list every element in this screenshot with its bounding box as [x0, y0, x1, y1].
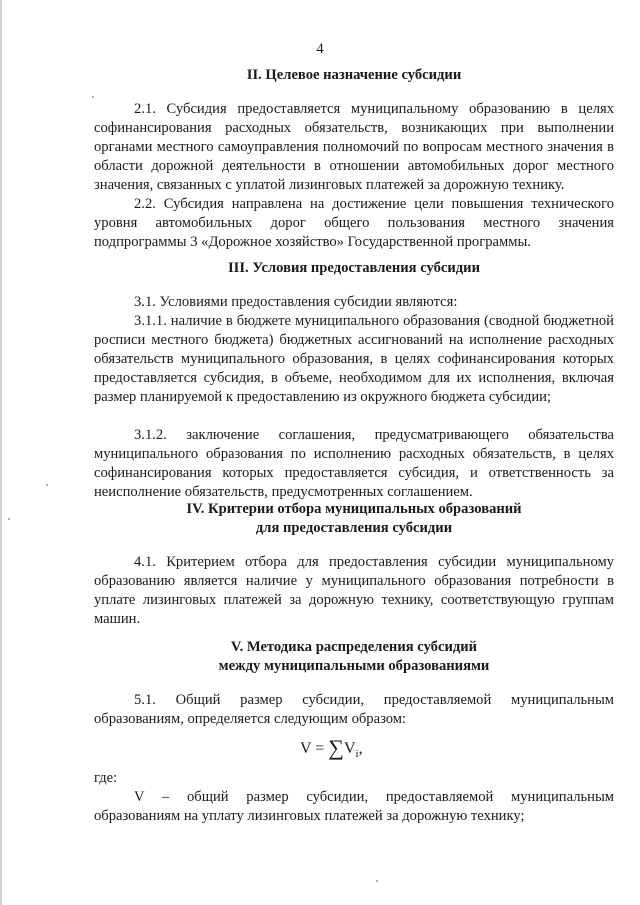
section-4-title-line2: для предоставления субсидии	[255, 520, 453, 536]
scan-speck	[92, 96, 94, 98]
paragraph-3-1-2: 3.1.2. заключение соглашения, предусматривающего обязательства муниципального образования по исполнению расходных обязательств, в целях софинансирования которых предоставляется субсидия, и ответственность за неисполнение обязательств, предусмотренных соглашением.	[94, 427, 614, 500]
paragraph-3-1-1: 3.1.1. наличие в бюджете муниципального образования (сводной бюджетной росписи местного бюджета) бюджетных ассигнований на исполнение расходных обязательств муниципального образования, в целях софинансирования которых предоставляется субсидия, в объеме, необходимом для их исполнения, включая размер планируемой к предоставлению из окружного бюджета субсидии;	[94, 313, 614, 405]
where-label: где:	[94, 770, 118, 786]
scan-speck	[376, 880, 378, 882]
formula-subscript: i	[355, 748, 359, 761]
paragraph-3-1: 3.1. Условиями предоставления субсидии являются:	[134, 294, 458, 310]
section-4-title-line1: IV. Критерии отбора муниципальных образований	[186, 501, 522, 517]
section-2-title: II. Целевое назначение субсидии	[246, 67, 462, 83]
section-3-title: III. Условия предоставления субсидии	[228, 260, 480, 276]
paragraph-2-1: 2.1. Субсидия предоставляется муниципальному образованию в целях софинансирования расходных обязательств, возникающих при выполнении органами местного самоуправления полномочий по вопросам местного значения в области дорожной деятельности в отношении автомобильных дорог местного значения, связанных с уплатой лизинговых платежей за дорожную технику.	[94, 101, 614, 193]
scan-speck	[46, 484, 48, 486]
paragraph-5-1: 5.1. Общий размер субсидии, предоставляемой муниципальным образованиям, определяется следующим образом:	[94, 692, 614, 727]
scan-speck	[8, 518, 10, 520]
paragraph-2-2: 2.2. Субсидия направлена на достижение цели повышения технического уровня автомобильных дорог общего пользования местного значения подпрограммы 3 «Дорожное хозяйство» Государственной программы.	[94, 196, 614, 250]
definition-v: V – общий размер субсидии, предоставляемой муниципальным образованиям на уплату лизинговых платежей за дорожную технику;	[94, 789, 614, 824]
scan-edge-shadow	[0, 0, 2, 905]
section-5-title-line2: между муниципальными образованиями	[218, 658, 490, 674]
formula-variable: V	[343, 740, 356, 757]
paragraph-4-1: 4.1. Критерием отбора для предоставления субсидии муниципальному образованию является наличие у муниципального образования потребности в уплате лизинговых платежей за дорожную технику, соответствующую группам машин.	[94, 554, 614, 627]
formula-end: ,	[358, 740, 363, 757]
sum-formula	[300, 735, 363, 764]
sigma-symbol: ∑	[328, 735, 344, 760]
formula-lhs: V =	[300, 740, 329, 757]
section-5-title-line1: V. Методика распределения субсидий	[230, 639, 478, 655]
page-number: 4	[316, 41, 324, 57]
